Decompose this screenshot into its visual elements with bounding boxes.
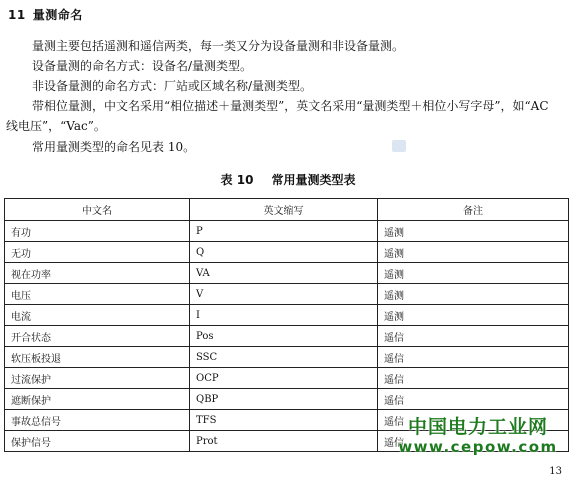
- cell-remark: 遥测: [378, 242, 569, 263]
- column-header-english-abbr: 英文缩写: [190, 199, 378, 221]
- table-row: [5, 284, 569, 305]
- cell-remark: 遥信: [378, 389, 569, 410]
- cell-remark: 遥测: [378, 221, 569, 242]
- cell-remark: 遥测: [378, 305, 569, 326]
- cell-english-abbr: Pos: [190, 326, 378, 347]
- table-row: [5, 389, 569, 410]
- paragraph-5: 常用量测类型的命名见表 10。: [32, 140, 196, 154]
- cell-remark: 遥信: [378, 326, 569, 347]
- table-row: [5, 347, 569, 368]
- cell-chinese-name: 无功: [5, 242, 190, 263]
- cell-chinese-name: 遮断保护: [5, 389, 190, 410]
- cell-english-abbr: V: [190, 284, 378, 305]
- table-row: [5, 368, 569, 389]
- cell-chinese-name: 开合状态: [5, 326, 190, 347]
- table-row: [5, 305, 569, 326]
- cell-chinese-name: 有功: [5, 221, 190, 242]
- page-number: 13: [549, 466, 562, 477]
- paragraph-4: 带相位量测，中文名采用“相位描述＋量测类型”，英文名采用“量测类型＋相位小写字母”，如“AC: [32, 99, 549, 113]
- paragraph-3: 非设备量测的命名方式：厂站或区域名称/量测类型。: [32, 79, 313, 93]
- table-row: [5, 242, 569, 263]
- table-caption-title: 常用量测类型表: [271, 173, 356, 187]
- watermark-name: 中国电力工业网: [407, 416, 548, 438]
- site-watermark: [384, 416, 572, 456]
- table-row: [5, 263, 569, 284]
- section-heading: [8, 6, 83, 23]
- cell-remark: 遥信: [378, 368, 569, 389]
- cell-remark: 遥信: [378, 410, 569, 431]
- cell-chinese-name: 视在功率: [5, 263, 190, 284]
- cell-remark: 遥信: [378, 347, 569, 368]
- table-row: [5, 326, 569, 347]
- table-caption-label: 表 10: [220, 173, 254, 187]
- cell-chinese-name: 过流保护: [5, 368, 190, 389]
- cell-english-abbr: P: [190, 221, 378, 242]
- cell-english-abbr: VA: [190, 263, 378, 284]
- cell-english-abbr: Prot: [190, 431, 378, 452]
- section-title: 量测命名: [32, 8, 83, 22]
- cell-chinese-name: 电流: [5, 305, 190, 326]
- cell-chinese-name: 事故总信号: [5, 410, 190, 431]
- cell-english-abbr: TFS: [190, 410, 378, 431]
- measurement-type-table: [4, 198, 569, 452]
- cell-remark: 遥信: [378, 431, 569, 452]
- table-caption: [0, 171, 576, 188]
- paragraph-1: 量测主要包括遥测和遥信两类，每一类又分为设备量测和非设备量测。: [32, 39, 405, 53]
- paragraph-2: 设备量测的命名方式：设备名/量测类型。: [32, 59, 253, 73]
- section-number: 11: [8, 8, 26, 22]
- column-header-chinese-name: 中文名: [5, 199, 190, 221]
- faint-logo-mark: [392, 140, 406, 152]
- cell-chinese-name: 软压板投退: [5, 347, 190, 368]
- cell-english-abbr: SSC: [190, 347, 378, 368]
- cell-english-abbr: Q: [190, 242, 378, 263]
- cell-english-abbr: OCP: [190, 368, 378, 389]
- cell-english-abbr: QBP: [190, 389, 378, 410]
- table-row: [5, 221, 569, 242]
- watermark-url: www.cepow.com: [398, 438, 558, 456]
- table-header-row: [5, 199, 569, 221]
- cell-remark: 遥测: [378, 263, 569, 284]
- cell-chinese-name: 电压: [5, 284, 190, 305]
- cell-remark: 遥测: [378, 284, 569, 305]
- paragraph-4-continued: 线电压”，“Vac”。: [6, 119, 106, 133]
- column-header-remark: 备注: [378, 199, 569, 221]
- cell-english-abbr: I: [190, 305, 378, 326]
- cell-chinese-name: 保护信号: [5, 431, 190, 452]
